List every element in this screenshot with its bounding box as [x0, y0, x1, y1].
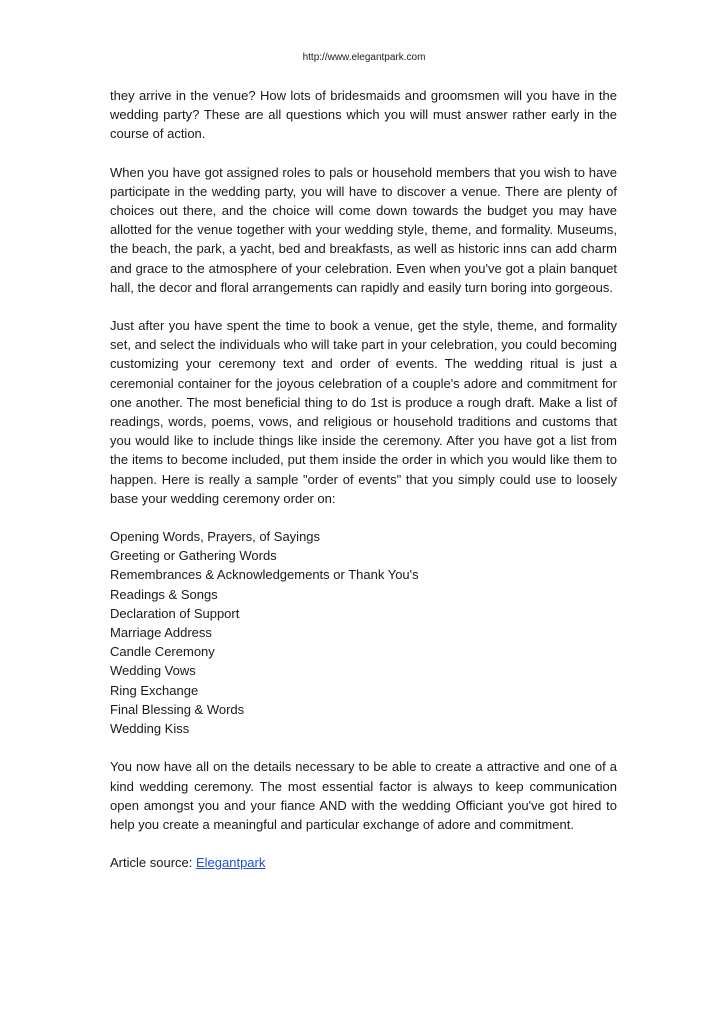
- paragraph-intro: they arrive in the venue? How lots of bridesmaids and groomsmen will you have in the wedding party? These are all questions which you will must answer rather early in the course of action.: [110, 88, 617, 142]
- list-item: Wedding Kiss: [110, 721, 190, 737]
- paragraph-closing: You now have all on the details necessary to be able to create a attractive and one of a kind wedding ceremony. The most essential factor is always to keep communication open amongst you and your fiance AND with the wedding Officiant you've got hired to help you create a meaningful and particular exchange of adore and commitment.: [110, 759, 617, 832]
- list-item: Declaration of Support: [110, 605, 240, 621]
- list-item: Wedding Vows: [110, 663, 196, 679]
- article-source-link[interactable]: Elegantpark: [195, 855, 266, 871]
- list-item: Greeting or Gathering Words: [110, 548, 277, 564]
- article-source: [110, 853, 617, 872]
- order-of-events-list: [110, 527, 617, 738]
- list-item: Marriage Address: [110, 625, 212, 641]
- list-item: Final Blessing & Words: [110, 701, 245, 717]
- list-item: Readings & Songs: [110, 586, 218, 602]
- paragraph-ceremony: Just after you have spent the time to book a venue, get the style, theme, and formality set, and select the individuals who will take part in your celebration, you could becoming customizing your ceremony text and order of events. The wedding ritual is just a ceremonial container for the joyous celebration of a couple's adore and commitment for one another. The most beneficial thing to do 1st is produce a rough draft. Make a list of readings, words, poems, vows, and religious or household traditions and customs that you would like to include things like inside the ceremony. After you have got a list from the items to become included, put them inside the order in which you would like them to happen. Here is really a sample "order of events" that you simply could use to loosely base your wedding ceremony order on:: [110, 318, 617, 506]
- list-item: Candle Ceremony: [110, 644, 215, 660]
- article-body: [110, 86, 617, 891]
- list-item: Ring Exchange: [110, 682, 199, 698]
- paragraph-venue: When you have got assigned roles to pals or household members that you wish to have participate in the wedding party, you will have to discover a venue. There are plenty of choices out there, and the choice will come down towards the budget you may have allotted for the venue together with your wedding style, theme, and formality. Museums, the beach, the park, a yacht, bed and breakfasts, as well as historic inns can add charm and grace to the atmosphere of your celebration. Even when you've got a plain banquet hall, the decor and floral arrangements can rapidly and easily turn boring into gorgeous.: [110, 164, 617, 295]
- header-url: http://www.elegantpark.com: [302, 52, 426, 63]
- list-item: Opening Words, Prayers, of Sayings: [110, 529, 321, 545]
- article-source-label: Article source:: [110, 855, 196, 871]
- list-item: Remembrances & Acknowledgements or Thank You's: [110, 567, 419, 583]
